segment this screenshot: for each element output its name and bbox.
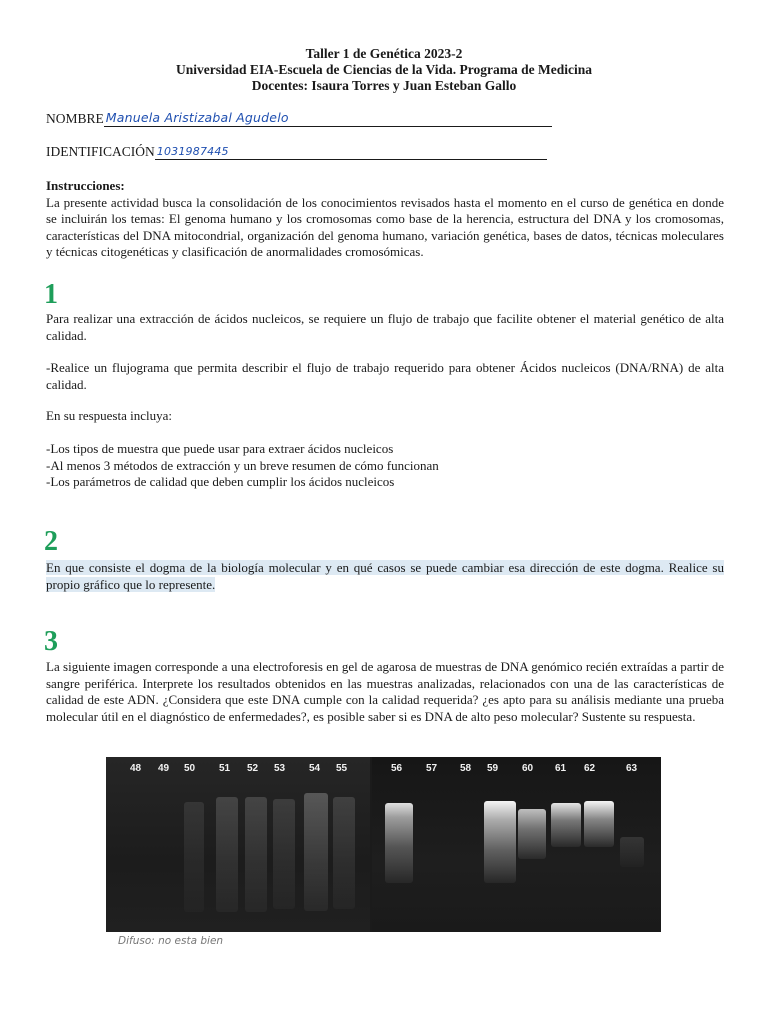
handwritten-note: Difuso: no esta bien <box>118 935 224 947</box>
question-1-number: 1 <box>44 279 58 310</box>
lane-label: 52 <box>247 763 259 774</box>
q1-list <box>46 441 724 491</box>
question-3-text: La siguiente imagen corresponde a una electroforesis en gel de agarosa de muestras de DNA genómico recién extraídas a partir de sangre periférica. Interprete los resultados obtenidos en las muestras analizadas, relacionados con una de las características de calidad de este ADN. ¿Considera que este DNA cumple con la calidad requerida? ¿es apto para su análisis mediante una prueba molecular útil en el diagnóstico de enfermedades?, es posible saber si es DNA de alto peso molecular? Sustente su respuesta. <box>46 659 724 724</box>
q1-paragraph-2: -Realice un flujograma que permita describir el flujo de trabajo requerido para obtener Ácidos nucleicos (DNA/RNA) de alta calidad. <box>46 360 724 392</box>
question-1-text <box>46 311 724 344</box>
lane-label: 62 <box>584 763 596 774</box>
name-field-row <box>46 110 552 130</box>
gel-band <box>584 801 614 847</box>
lane-label: 49 <box>158 763 170 774</box>
list-item: -Al menos 3 métodos de extracción y un breve resumen de cómo funcionan <box>46 457 439 473</box>
instructions-title: Instrucciones: <box>46 178 125 193</box>
lane-label: 48 <box>130 763 142 774</box>
gel-band <box>385 803 413 883</box>
gel-smear <box>333 797 355 909</box>
gel-smear <box>184 802 204 912</box>
header-teachers: Docentes: Isaura Torres y Juan Esteban Gallo <box>251 78 517 93</box>
instructions-body: La presente actividad busca la consolidación de los conocimientos revisados hasta el momento en el curso de genética en donde se incluirán los temas: El genoma humano y los cromosomas como base de la herencia, estructura del DNA y los cromosomas, características del DNA mitocondrial, organización del genoma humano, variación genética, bases de datos, técnicas moleculares y técnicas citogenéticas y clasificación de anormalidades cromosómicas. <box>46 194 724 259</box>
lane-label: 56 <box>391 763 403 774</box>
lane-label: 63 <box>626 763 638 774</box>
question-2-text <box>46 560 724 593</box>
lane-label: 51 <box>219 763 231 774</box>
lane-label: 57 <box>426 763 438 774</box>
id-value: 1031987445 <box>156 145 229 158</box>
name-value: Manuela Aristizabal Agudelo <box>105 110 289 125</box>
document-header <box>0 46 768 94</box>
gel-panel-right <box>372 757 661 932</box>
name-field[interactable] <box>104 110 552 127</box>
instructions <box>46 178 724 261</box>
q2-highlighted-text: En que consiste el dogma de la biología molecular y en qué casos se puede cambiar esa dirección de este dogma. Realice su propio gráfico que lo represente. <box>46 560 724 592</box>
gel-band <box>518 809 546 859</box>
gel-smear <box>620 837 644 867</box>
list-item: -Los tipos de muestra que puede usar para extraer ácidos nucleicos <box>46 441 394 456</box>
gel-smear <box>216 797 238 912</box>
lane-label: 54 <box>309 763 321 774</box>
id-field-row <box>46 143 547 163</box>
lane-label: 59 <box>487 763 499 774</box>
lane-label: 61 <box>555 763 567 774</box>
gel-panel-left <box>106 757 370 932</box>
header-title: Taller 1 de Genética 2023-2 <box>305 46 463 61</box>
lane-label: 60 <box>522 763 534 774</box>
lane-label: 50 <box>184 763 196 774</box>
gel-smear <box>273 799 295 909</box>
lane-label: 58 <box>460 763 472 774</box>
question-2-number: 2 <box>44 526 58 557</box>
q1-paragraph-3: En su respuesta incluya: <box>46 408 172 423</box>
lane-label: 55 <box>336 763 348 774</box>
header-university: Universidad EIA-Escuela de Ciencias de la Vida. Programa de Medicina <box>175 62 592 77</box>
gel-smear <box>245 797 267 912</box>
gel-band <box>484 801 516 883</box>
q1-paragraph-1: Para realizar una extracción de ácidos nucleicos, se requiere un flujo de trabajo que facilite obtener el material genético de alta calidad. <box>46 311 724 343</box>
name-label: NOMBRE <box>46 111 104 126</box>
gel-band <box>551 803 581 847</box>
id-label: IDENTIFICACIÓN <box>46 144 155 159</box>
question-3-number: 3 <box>44 626 58 657</box>
gel-electrophoresis-image <box>106 757 661 932</box>
id-field[interactable] <box>155 143 547 160</box>
list-item: -Los parámetros de calidad que deben cumplir los ácidos nucleicos <box>46 474 395 489</box>
gel-smear <box>304 793 328 911</box>
lane-label: 53 <box>274 763 286 774</box>
